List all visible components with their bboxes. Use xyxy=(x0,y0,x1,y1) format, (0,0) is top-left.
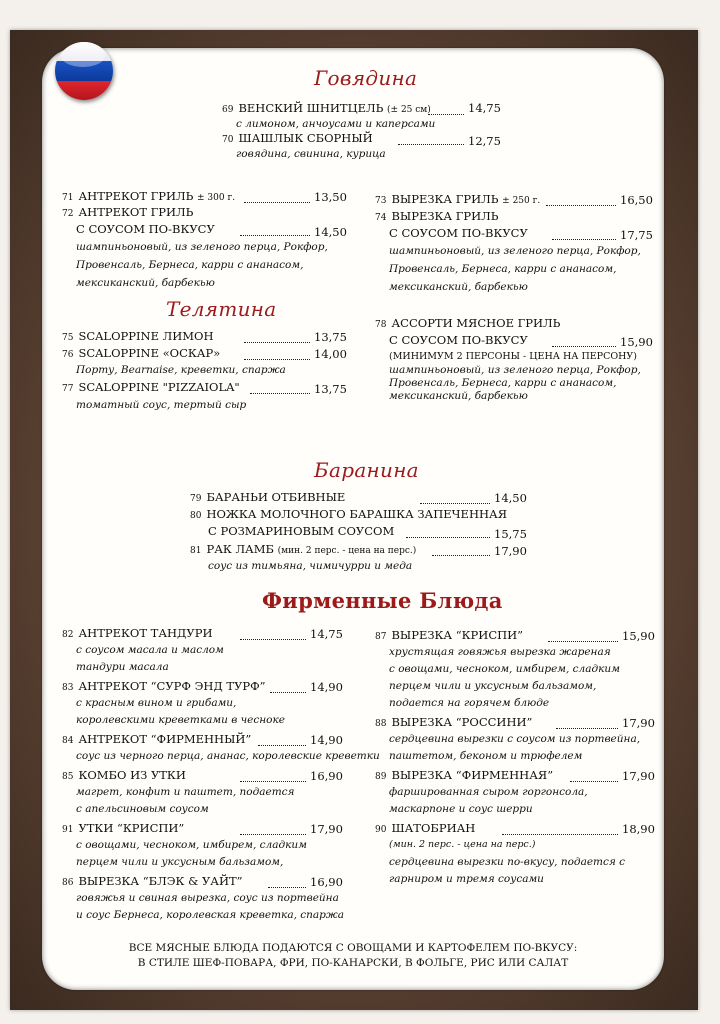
menu-item-72-line2: С СОУСОМ ПО-ВКУСУ xyxy=(76,222,215,236)
menu-item-78: 78 АССОРТИ МЯСНОЕ ГРИЛЬ xyxy=(375,316,561,330)
desc-74-2: Провенсаль, Бернеса, карри с ананасом, xyxy=(389,263,617,275)
section-title-beef: Говядина xyxy=(314,66,418,90)
desc-89-2: маскарпоне и соус шерри xyxy=(389,803,533,815)
menu-item-78-line2: С СОУСОМ ПО-ВКУСУ xyxy=(389,333,528,347)
desc-72-3: мексиканский, барбекью xyxy=(76,277,215,289)
desc-77: томатный соус, тертый сыр xyxy=(76,399,247,411)
desc-70: говядина, свинина, курица xyxy=(236,148,386,160)
menu-item-71: 71 АНТРЕКОТ ГРИЛЬ ± 300 г. xyxy=(62,189,236,203)
section-title-lamb: Баранина xyxy=(314,458,419,482)
menu-item-74: 74 ВЫРЕЗКА ГРИЛЬ xyxy=(375,209,499,223)
desc-82-1: с соусом масала и маслом xyxy=(76,644,224,656)
menu-item-74-line2: С СОУСОМ ПО-ВКУСУ xyxy=(389,226,528,240)
menu-item-82: 82 АНТРЕКОТ ТАНДУРИ xyxy=(62,626,213,640)
desc-86-1: говяжья и свиная вырезка, соус из портвейна xyxy=(76,892,339,904)
price-90: 18,90 xyxy=(622,822,655,836)
desc-78-3: мексиканский, барбекью xyxy=(389,390,528,402)
section-title-signature: Фирменные Блюда xyxy=(262,588,503,613)
desc-88-2: паштетом, беконом и трюфелем xyxy=(389,750,583,762)
menu-item-73: 73 ВЫРЕЗКА ГРИЛЬ ± 250 г. xyxy=(375,192,541,206)
desc-83-2: королевскими креветками в чесноке xyxy=(76,714,285,726)
footer-line-2: В СТИЛЕ ШЕФ-ПОВАРА, ФРИ, ПО-КАНАРСКИ, В ФОЛЬГЕ, РИС ИЛИ САЛАТ xyxy=(137,957,569,969)
desc-72-2: Провенсаль, Бернеса, карри с ананасом, xyxy=(76,259,304,271)
menu-item-76: 76 SCALOPPINE «ОСКАР» xyxy=(62,346,221,360)
price-77: 13,75 xyxy=(314,382,347,396)
menu-item-89: 89 ВЫРЕЗКА “ФИРМЕННАЯ” xyxy=(375,768,554,782)
desc-78-1: шампиньоновый, из зеленого перца, Рокфор, xyxy=(389,364,641,376)
price-89: 17,90 xyxy=(622,769,655,783)
menu-item-77: 77 SCALOPPINE "PIZZAIOLA" xyxy=(62,380,240,394)
desc-74-3: мексиканский, барбекью xyxy=(389,281,528,293)
price-69: 14,75 xyxy=(468,101,501,115)
price-80: 15,75 xyxy=(494,527,527,541)
menu-item-86: 86 ВЫРЕЗКА “БЛЭК & УАЙТ” xyxy=(62,874,243,888)
desc-81: соус из тимьяна, чимичурри и меда xyxy=(208,560,413,572)
price-85: 16,90 xyxy=(310,769,343,783)
desc-76: Порту, Bearnaise, креветки, спаржа xyxy=(76,364,286,376)
desc-72-1: шампиньоновый, из зеленого перца, Рокфор, xyxy=(76,241,328,253)
desc-87-1: хрустящая говяжья вырезка жареная xyxy=(389,646,611,658)
price-73: 16,50 xyxy=(620,193,653,207)
price-72: 14,50 xyxy=(314,225,347,239)
price-86: 16,90 xyxy=(310,875,343,889)
menu-item-79: 79 БАРАНЬИ ОТБИВНЫЕ xyxy=(190,490,346,504)
menu-item-85: 85 КОМБО ИЗ УТКИ xyxy=(62,768,186,782)
price-70: 12,75 xyxy=(468,134,501,148)
desc-69: с лимоном, анчоусами и каперсами xyxy=(236,118,436,130)
menu-item-75: 75 SCALOPPINE ЛИМОН xyxy=(62,329,214,343)
menu-item-90: 90 ШАТОБРИАН xyxy=(375,821,476,835)
menu-item-80: 80 НОЖКА МОЛОЧНОГО БАРАШКА ЗАПЕЧЕННАЯ xyxy=(190,507,507,521)
price-79: 14,50 xyxy=(494,491,527,505)
menu-item-70: 70 ШАШЛЫК СБОРНЫЙ xyxy=(222,131,373,145)
price-78: 15,90 xyxy=(620,335,653,349)
desc-82-2: тандури масала xyxy=(76,661,169,673)
desc-87-4: подается на горячем блюде xyxy=(389,697,550,709)
menu-item-72: 72 АНТРЕКОТ ГРИЛЬ xyxy=(62,205,194,219)
menu-item-83: 83 АНТРЕКОТ “СУРФ ЭНД ТУРФ” xyxy=(62,679,266,693)
price-74: 17,75 xyxy=(620,228,653,242)
desc-85-2: с апельсиновым соусом xyxy=(76,803,209,815)
desc-74-1: шампиньоновый, из зеленого перца, Рокфор, xyxy=(389,245,641,257)
menu-item-84: 84 АНТРЕКОТ “ФИРМЕННЫЙ” xyxy=(62,732,252,746)
desc-90-1: сердцевина вырезки по-вкусу, подается с xyxy=(389,856,626,868)
menu-item-88: 88 ВЫРЕЗКА “РОССИНИ” xyxy=(375,715,533,729)
price-87: 15,90 xyxy=(622,629,655,643)
desc-84-1: соус из черного перца, ананас, королевские креветки xyxy=(76,750,380,762)
price-76: 14,00 xyxy=(314,347,347,361)
price-91: 17,90 xyxy=(310,822,343,836)
menu-item-91: 91 УТКИ “КРИСПИ” xyxy=(62,821,185,835)
desc-89-1: фаршированная сыром горгонсола, xyxy=(389,786,588,798)
price-81: 17,90 xyxy=(494,544,527,558)
desc-87-3: перцем чили и уксусным бальзамом, xyxy=(389,680,597,692)
desc-87-2: с овощами, чесноком, имбирем, сладким xyxy=(389,663,620,675)
price-75: 13,75 xyxy=(314,330,347,344)
note-90: (мин. 2 перс. - цена на перс.) xyxy=(389,839,536,850)
menu-item-80-line2: С РОЗМАРИНОВЫМ СОУСОМ xyxy=(208,524,395,538)
price-71: 13,50 xyxy=(314,190,347,204)
footer-line-1: ВСЕ МЯСНЫЕ БЛЮДА ПОДАЮТСЯ С ОВОЩАМИ И КАРТОФЕЛЕМ ПО-ВКУСУ: xyxy=(128,942,578,954)
price-83: 14,90 xyxy=(310,680,343,694)
menu-item-87: 87 ВЫРЕЗКА “КРИСПИ” xyxy=(375,628,524,642)
desc-78-2: Провенсаль, Бернеса, карри с ананасом, xyxy=(389,377,617,389)
price-84: 14,90 xyxy=(310,733,343,747)
desc-86-2: и соус Бернеса, королевская креветка, спаржа xyxy=(76,909,345,921)
russian-flag-icon xyxy=(55,42,113,100)
desc-91-1: с овощами, чесноком, имбирем, сладким xyxy=(76,839,307,851)
price-82: 14,75 xyxy=(310,627,343,641)
menu-item-81: 81 РАК ЛАМБ (мин. 2 перс. - цена на перс.) xyxy=(190,542,417,556)
note-78: (МИНИМУМ 2 ПЕРСОНЫ - ЦЕНА НА ПЕРСОНУ) xyxy=(389,351,637,362)
menu-item-69: 69 ВЕНСКИЙ ШНИТЦЕЛЬ (± 25 см) xyxy=(222,101,431,115)
desc-91-2: перцем чили и уксусным бальзамом, xyxy=(76,856,284,868)
desc-85-1: магрет, конфит и паштет, подается xyxy=(76,786,295,798)
price-88: 17,90 xyxy=(622,716,655,730)
desc-90-2: гарниром и тремя соусами xyxy=(389,873,544,885)
desc-83-1: с красным вином и грибами, xyxy=(76,697,237,709)
section-title-veal: Телятина xyxy=(166,297,277,321)
desc-88-1: сердцевина вырезки с соусом из портвейна, xyxy=(389,733,641,745)
